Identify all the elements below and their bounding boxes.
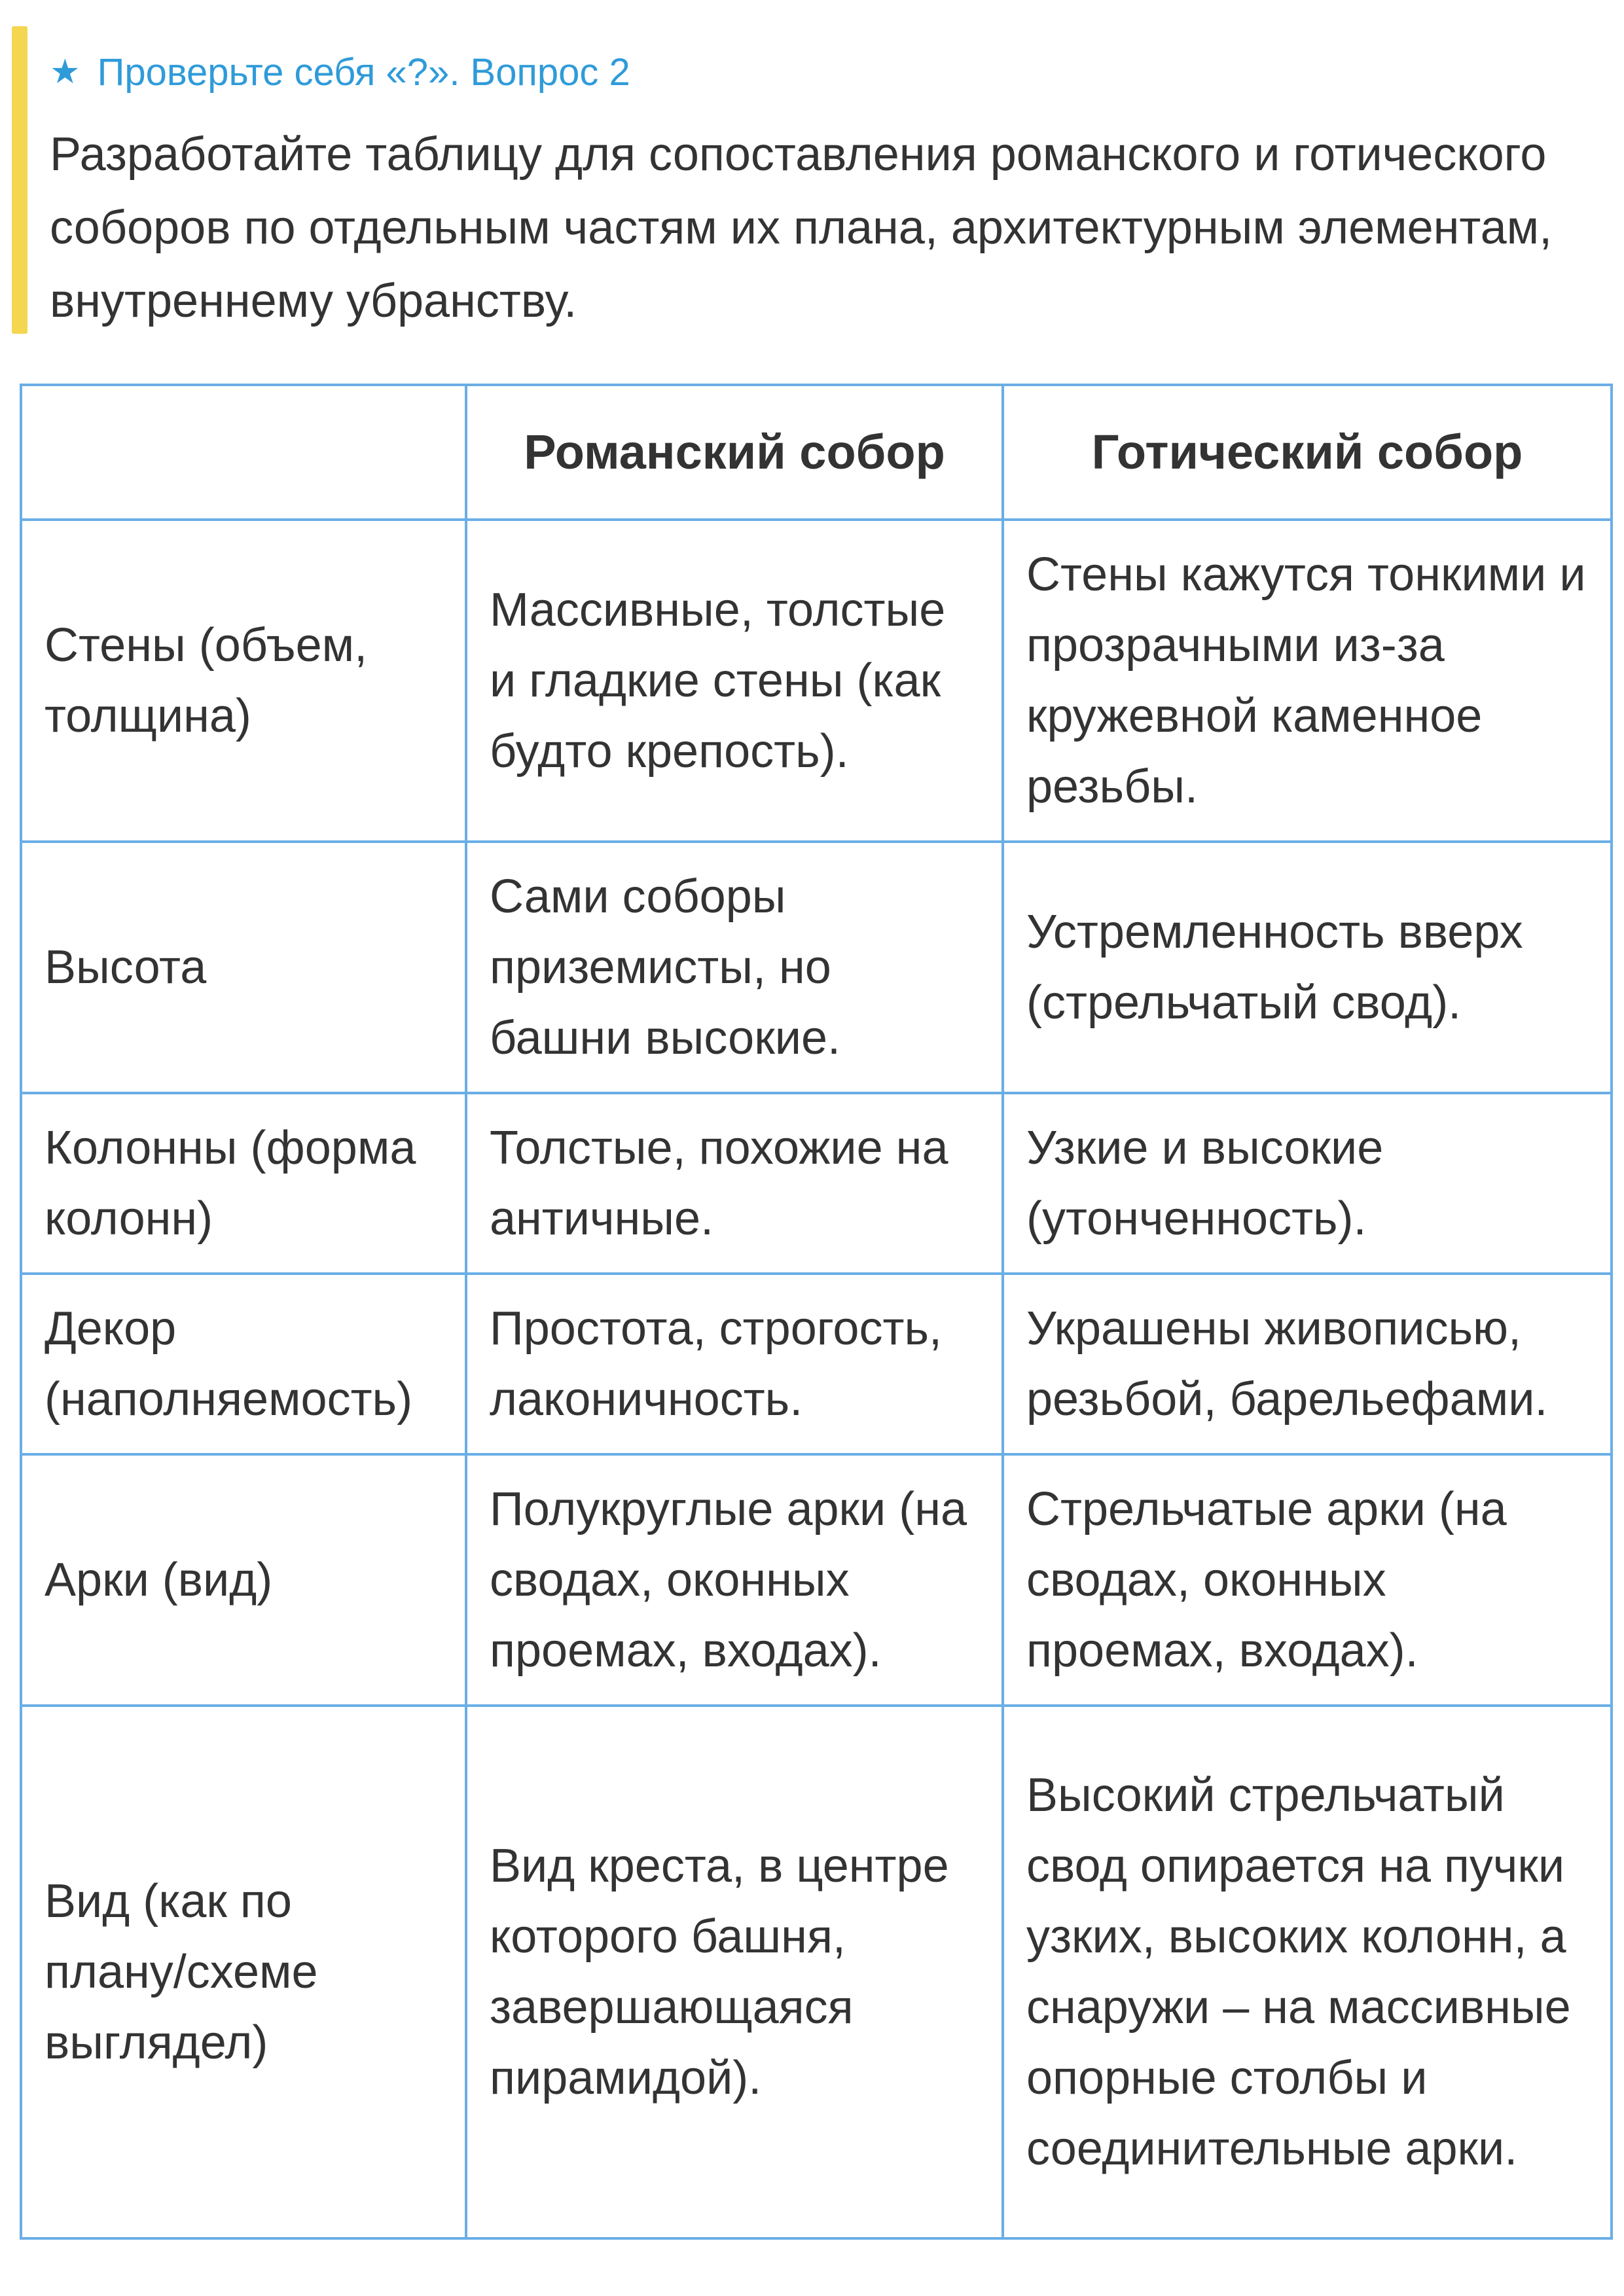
comparison-table — [20, 384, 1613, 2240]
task-label-text: Проверьте себя «?». Вопрос 2 — [97, 50, 630, 94]
romanesque-cell: Толстые, похожие на античные. — [466, 1093, 1003, 1274]
feature-cell: Колонны (форма колонн) — [21, 1093, 466, 1274]
romanesque-cell: Вид креста, в центре которого башня, завершающаяся пирамидой). — [466, 1706, 1003, 2238]
table-row — [21, 1706, 1612, 2238]
star-icon: ★ — [50, 53, 81, 91]
gothic-cell: Узкие и высокие (утонченность). — [1003, 1093, 1612, 1274]
romanesque-cell: Простота, строгость, лаконичность. — [466, 1274, 1003, 1454]
gothic-cell: Устремленность вверх (стрельчатый свод). — [1003, 842, 1612, 1093]
gothic-cell: Стрельчатые арки (на сводах, оконных проемах, входах). — [1003, 1454, 1612, 1706]
header-feature — [21, 385, 466, 520]
gothic-cell: Стены кажутся тонкими и прозрачными из-за кружевной каменное резьбы. — [1003, 520, 1612, 842]
table-row — [21, 1274, 1612, 1454]
feature-cell: Стены (объем, толщина) — [21, 520, 466, 842]
table-row — [21, 1454, 1612, 1706]
table-header-row — [21, 385, 1612, 520]
feature-cell: Вид (как по плану/схеме выглядел) — [21, 1706, 466, 2238]
table-row — [21, 842, 1612, 1093]
gothic-cell: Высокий стрельчатый свод опирается на пучки узких, высоких колонн, а снаружи – на массивные опорные столбы и соединительные арки. — [1003, 1706, 1612, 2238]
romanesque-cell: Полукруглые арки (на сводах, оконных проемах, входах). — [466, 1454, 1003, 1706]
romanesque-cell: Сами соборы приземисты, но башни высокие. — [466, 842, 1003, 1093]
task-text: Разработайте таблицу для сопоставления романского и готического соборов по отдельным частям их плана, архитектурным элементам, внутреннему убранству. — [50, 128, 1553, 327]
feature-cell: Арки (вид) — [21, 1454, 466, 1706]
feature-cell: Декор (наполняемость) — [21, 1274, 466, 1454]
accent-bar — [12, 26, 27, 334]
romanesque-cell: Массивные, толстые и гладкие стены (как будто крепость). — [466, 520, 1003, 842]
task-label — [50, 39, 630, 105]
feature-cell: Высота — [21, 842, 466, 1093]
gothic-cell: Украшены живописью, резьбой, барельефами. — [1003, 1274, 1612, 1454]
table-row — [21, 520, 1612, 842]
table-row — [21, 1093, 1612, 1274]
task-block — [12, 26, 1596, 334]
header-romanesque: Романский собор — [466, 385, 1003, 520]
header-gothic: Готический собор — [1003, 385, 1612, 520]
